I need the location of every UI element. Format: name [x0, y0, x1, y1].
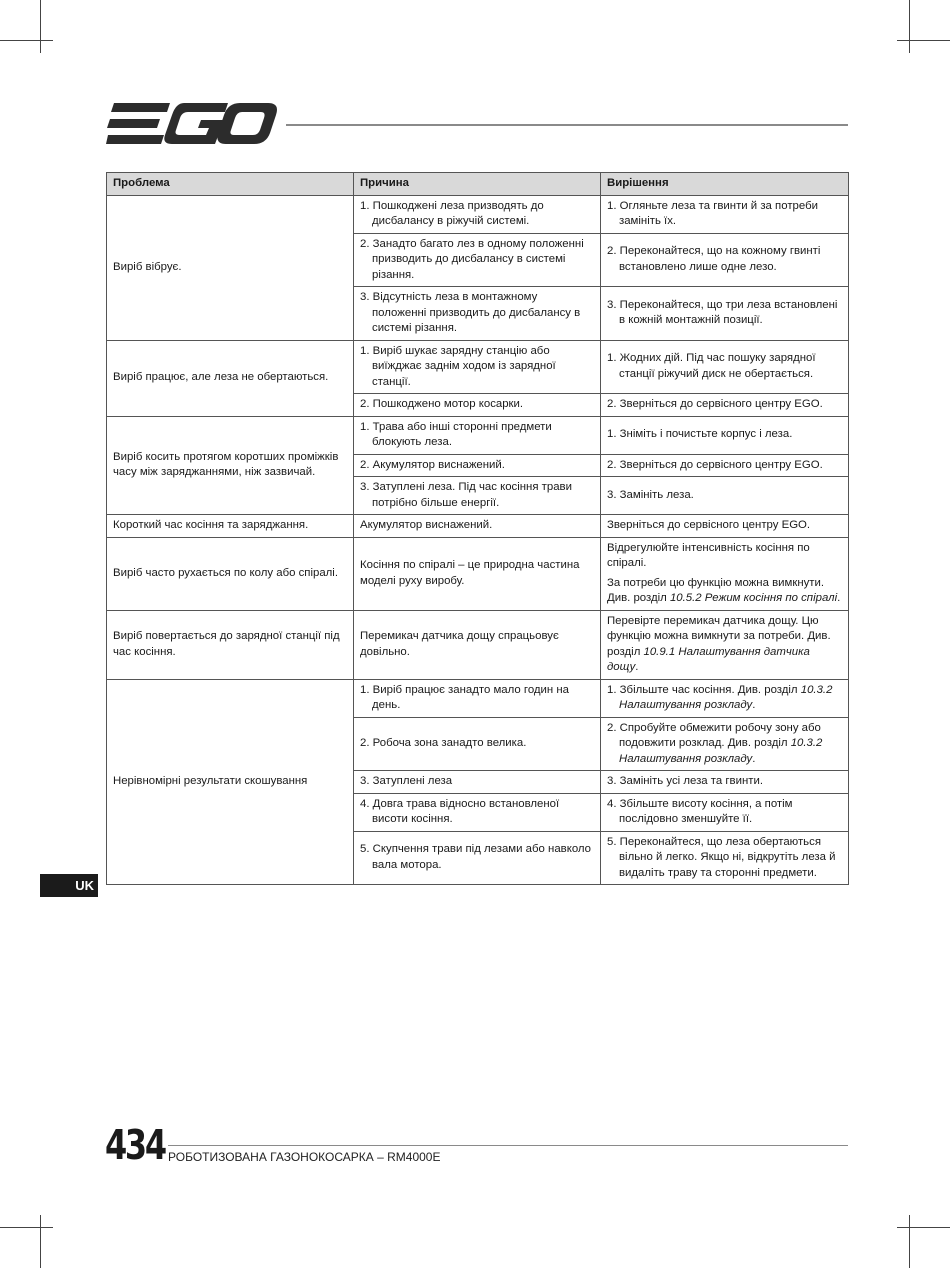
- solution-cell: [601, 771, 849, 794]
- table-header-row: [107, 173, 849, 196]
- cell-paragraph: 3. Замініть усі леза та гвинти.: [607, 775, 763, 787]
- solution-cell: [601, 679, 849, 717]
- crop-mark: [897, 40, 950, 41]
- solution-cell: [601, 340, 849, 394]
- cause-cell: [354, 340, 601, 394]
- cause-cell: [354, 454, 601, 477]
- solution-cell: [601, 287, 849, 341]
- table-row: [107, 416, 849, 454]
- cell-paragraph: 3. Відсутність леза в монтажному положенні призводить до дисбалансу в системі різання.: [360, 291, 581, 334]
- solution-cell: [601, 717, 849, 771]
- solution-cell: [601, 233, 849, 287]
- cell-paragraph: 1. Виріб працює занадто мало годин на день.: [360, 683, 569, 711]
- cell-paragraph: 5. Скупчення трави під лезами або навколо вала мотора.: [360, 843, 592, 871]
- footer-title: РОБОТИЗОВАНА ГАЗОНОКОСАРКА – RM4000E: [168, 1150, 441, 1164]
- crop-mark: [0, 1227, 53, 1228]
- table-row: [107, 515, 849, 538]
- cause-cell: [354, 515, 601, 538]
- problem-cell: Нерівномірні результати скошування: [107, 679, 354, 885]
- cell-paragraph: 2. Переконайтеся, що на кожному гвинті встановлено лише одне лезо.: [607, 245, 821, 273]
- cell-paragraph: 1. Пошкоджені леза призводять до дисбалансу в ріжучій системі.: [360, 199, 544, 227]
- solution-cell: [601, 831, 849, 885]
- crop-mark: [40, 1215, 41, 1268]
- cell-paragraph: 2. Зверніться до сервісного центру EGO.: [607, 398, 823, 410]
- cause-cell: [354, 416, 601, 454]
- cause-cell: [354, 394, 601, 417]
- cause-cell: [354, 610, 601, 679]
- footer-rule: [168, 1145, 848, 1146]
- cell-paragraph: Косіння по спіралі – це природна частина моделі руху виробу.: [360, 559, 580, 587]
- solution-cell: [601, 394, 849, 417]
- cause-cell: [354, 287, 601, 341]
- cause-cell: [354, 679, 601, 717]
- page-number: 434: [105, 1121, 165, 1169]
- crop-mark: [40, 0, 41, 53]
- solution-cell: [601, 515, 849, 538]
- cell-paragraph: 3. Замініть леза.: [607, 488, 694, 501]
- language-tab: UK: [40, 874, 98, 897]
- troubleshooting-table: [106, 172, 849, 885]
- column-header-cause: Причина: [354, 173, 601, 196]
- header-rule: [286, 124, 848, 126]
- cause-cell: [354, 831, 601, 885]
- solution-cell: [601, 537, 849, 610]
- cause-cell: [354, 537, 601, 610]
- cell-paragraph: 3. Затуплені леза. Під час косіння трави потрібно більше енергії.: [360, 481, 572, 509]
- table-row: [107, 537, 849, 610]
- crop-mark: [0, 40, 53, 41]
- cell-paragraph: 4. Довга трава відносно встановленої висоти косіння.: [360, 797, 560, 825]
- problem-cell: Виріб часто рухається по колу або спіралі.: [107, 537, 354, 610]
- problem-cell: Виріб вібрує.: [107, 195, 354, 340]
- cell-paragraph: 5. Переконайтеся, що леза обертаються вільно й легко. Якщо ні, відкрутіть леза й видаліть траву та сторонні предмети.: [607, 835, 836, 879]
- table-row: [107, 195, 849, 233]
- cell-paragraph: 1. Огляньте леза та гвинти й за потреби замініть їх.: [607, 199, 818, 227]
- cause-cell: [354, 793, 601, 831]
- cell-paragraph: Відрегулюйте інтенсивність косіння по спіралі.: [607, 541, 810, 569]
- cell-paragraph: 1. Жодних дій. Під час пошуку зарядної станції ріжучий диск не обертається.: [607, 352, 816, 380]
- cell-paragraph: Зверніться до сервісного центру EGO.: [607, 519, 811, 531]
- crop-mark: [909, 0, 910, 53]
- table-row: [107, 610, 849, 679]
- cell-paragraph: 1. Трава або інші сторонні предмети блокують леза.: [360, 420, 552, 448]
- table-row: [107, 679, 849, 717]
- solution-cell: [601, 793, 849, 831]
- cell-paragraph: Перевірте перемикач датчика дощу. Цю функцію можна вимкнути за потреби. Див. розділ 10.9.1 Налаштування датчика дощу.: [607, 614, 831, 673]
- cell-paragraph: 2. Акумулятор виснажений.: [360, 458, 505, 471]
- column-header-problem: Проблема: [107, 173, 354, 196]
- crop-mark: [897, 1227, 950, 1228]
- solution-cell: [601, 477, 849, 515]
- cell-paragraph: Акумулятор виснажений.: [360, 519, 493, 531]
- cell-paragraph: 1. Виріб шукає зарядну станцію або виїжджає заднім ходом із зарядної станції.: [360, 344, 556, 388]
- problem-cell: Короткий час косіння та заряджання.: [107, 515, 354, 538]
- cell-paragraph: Перемикач датчика дощу спрацьовує довільно.: [360, 630, 559, 658]
- cause-cell: [354, 771, 601, 794]
- solution-cell: [601, 195, 849, 233]
- cause-cell: [354, 717, 601, 771]
- problem-cell: Виріб працює, але леза не обертаються.: [107, 340, 354, 416]
- cell-paragraph: 2. Занадто багато лез в одному положенні призводить до дисбалансу в системі різання.: [360, 237, 584, 281]
- table-row: [107, 340, 849, 394]
- cell-paragraph: 2. Зверніться до сервісного центру EGO.: [607, 458, 823, 471]
- cell-paragraph: 2. Пошкоджено мотор косарки.: [360, 398, 524, 410]
- cell-paragraph: 1. Збільште час косіння. Див. розділ 10.3.2 Налаштування розкладу.: [607, 683, 833, 711]
- problem-cell: Виріб косить протягом коротших проміжків часу між заряджаннями, ніж зазвичай.: [107, 416, 354, 515]
- cause-cell: [354, 195, 601, 233]
- solution-cell: [601, 416, 849, 454]
- solution-cell: [601, 454, 849, 477]
- ego-logo: [106, 103, 278, 145]
- cause-cell: [354, 233, 601, 287]
- cell-paragraph: За потреби цю функцію можна вимкнути. Див. розділ 10.5.2 Режим косіння по спіралі.: [607, 576, 841, 604]
- cell-paragraph: 2. Робоча зона занадто велика.: [360, 737, 527, 749]
- cell-paragraph: 1. Зніміть і почистьте корпус і леза.: [607, 428, 793, 441]
- crop-mark: [909, 1215, 910, 1268]
- cell-paragraph: 4. Збільште висоту косіння, а потім послідовно зменшуйте її.: [607, 797, 793, 825]
- solution-cell: [601, 610, 849, 679]
- cause-cell: [354, 477, 601, 515]
- cell-paragraph: 2. Спробуйте обмежити робочу зону або подовжити розклад. Див. розділ 10.3.2 Налаштування розкладу.: [607, 721, 823, 765]
- problem-cell: Виріб повертається до зарядної станції під час косіння.: [107, 610, 354, 679]
- column-header-solution: Вирішення: [601, 173, 849, 196]
- cell-paragraph: 3. Переконайтеся, що три леза встановлені в кожній монтажній позиції.: [607, 298, 838, 327]
- cell-paragraph: 3. Затуплені леза: [360, 775, 453, 787]
